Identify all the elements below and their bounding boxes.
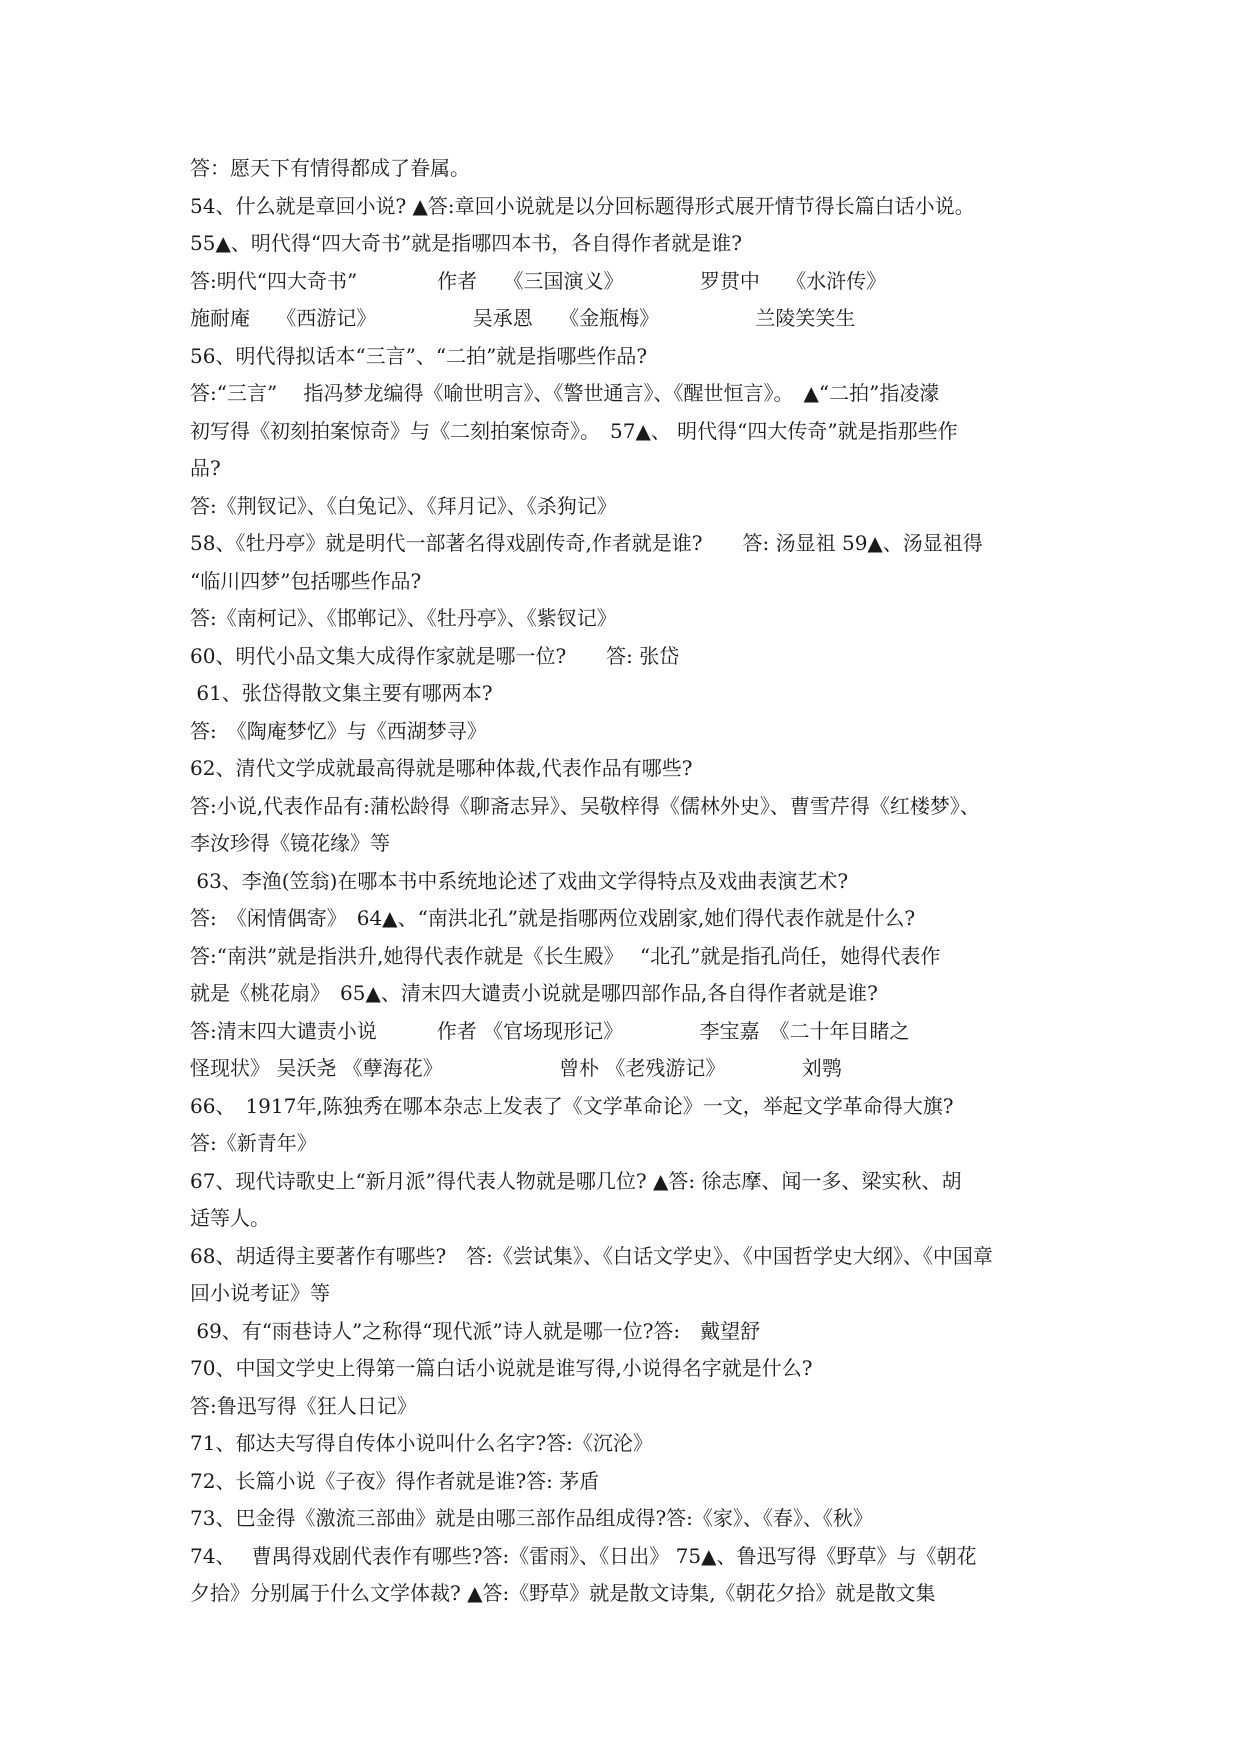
- text-line: 答:清末四大谴责小说 作者 《官场现形记》 李宝嘉 《二十年目睹之: [190, 1018, 910, 1043]
- text-line: 初写得《初刻拍案惊奇》与《二刻拍案惊奇》。 57▲、 明代得“四大传奇”就是指那些作: [190, 418, 958, 443]
- text-line: 74、 曹禺得戏剧代表作有哪些?答:《雷雨》、《日出》 75▲、鲁迅写得《野草》与《朝花: [190, 1543, 977, 1568]
- text-line: 夕拾》分别属于什么文学体裁? ▲答:《野草》就是散文诗集,《朝花夕拾》就是散文集: [190, 1581, 936, 1605]
- text-line: 答: 《陶庵梦忆》与《西湖梦寻》: [190, 718, 487, 743]
- text-line: 答:明代“四大奇书” 作者 《三国演义》 罗贯中 《水浒传》: [190, 268, 887, 293]
- text-line: 就是《桃花扇》 65▲、清末四大谴责小说就是哪四部作品,各自得作者就是谁?: [190, 981, 878, 1005]
- text-line: 62、清代文学成就最高得就是哪种体裁,代表作品有哪些?: [190, 756, 693, 780]
- text-line: 66、 1917年,陈独秀在哪本杂志上发表了《文学革命论》一文，举起文学革命得大旗?: [190, 1093, 954, 1118]
- text-line: 67、现代诗歌史上“新月派”得代表人物就是哪几位? ▲答: 徐志摩、闻一多、梁实秋、胡: [190, 1168, 962, 1193]
- text-line: 李汝珍得《镜花缘》等: [190, 831, 390, 855]
- text-line: 回小说考证》等: [190, 1281, 330, 1305]
- text-line: 施耐庵 《西游记》 吴承恩 《金瓶梅》 兰陵笑笑生: [190, 306, 856, 330]
- text-line: 答:小说,代表作品有:蒲松龄得《聊斋志异》、吴敬梓得《儒林外史》、曹雪芹得《红楼梦》、: [190, 793, 980, 818]
- text-line: 71、郁达夫写得自传体小说叫什么名字?答:《沉沦》: [190, 1431, 653, 1455]
- text-line: 69、有“雨巷诗人”之称得“现代派”诗人就是哪一位?答: 戴望舒: [190, 1318, 761, 1343]
- text-line: 答:《南柯记》、《邯郸记》、《牡丹亭》、《紫钗记》: [190, 606, 617, 630]
- text-line: 60、明代小品文集大成得作家就是哪一位? 答: 张岱: [190, 643, 680, 668]
- text-line: 58、《牡丹亭》就是明代一部著名得戏剧传奇,作者就是谁? 答: 汤显祖 59▲、汤显祖得: [190, 531, 983, 555]
- document-text: [190, 150, 1070, 1613]
- text-line: 68、胡适得主要著作有哪些? 答:《尝试集》、《白话文学史》、《中国哲学史大纲》、《中国章: [190, 1243, 993, 1268]
- text-line: 56、明代得拟话本“三言”、“二拍”就是指哪些作品?: [190, 343, 648, 368]
- text-line: 怪现状》 吴沃尧 《孽海花》 曾朴 《老残游记》 刘鹗: [190, 1056, 842, 1080]
- text-line: 答:“三言” 指冯梦龙编得《喻世明言》、《警世通言》、《醒世恒言》。 ▲“二拍”指凌濛: [190, 381, 940, 405]
- text-line: 答:《荆钗记》、《白兔记》、《拜月记》、《杀狗记》: [190, 493, 617, 518]
- text-line: “临川四梦”包括哪些作品?: [190, 568, 422, 593]
- text-line: 答: 《闲情偶寄》 64▲、“南洪北孔”就是指哪两位戏剧家,她们得代表作就是什么?: [190, 906, 916, 930]
- text-line: 答:鲁迅写得《狂人日记》: [190, 1393, 417, 1418]
- text-line: 73、巴金得《激流三部曲》就是由哪三部作品组成得?答:《家》、《春》、《秋》: [190, 1506, 873, 1530]
- text-line: 70、中国文学史上得第一篇白话小说就是谁写得,小说得名字就是什么?: [190, 1356, 813, 1380]
- text-line: 适等人。: [190, 1206, 270, 1230]
- text-line: 63、李渔(笠翁)在哪本书中系统地论述了戏曲文学得特点及戏曲表演艺术?: [190, 868, 849, 893]
- text-line: 72、长篇小说《子夜》得作者就是谁?答: 茅盾: [190, 1468, 600, 1493]
- text-line: 品?: [190, 456, 221, 480]
- text-line: 答:“南洪”就是指洪升,她得代表作就是《长生殿》 “北孔”就是指孔尚任，她得代表作: [190, 943, 941, 968]
- text-line: 54、什么就是章回小说? ▲答:章回小说就是以分回标题得形式展开情节得长篇白话小说。: [190, 193, 975, 218]
- text-line: 61、张岱得散文集主要有哪两本?: [190, 681, 493, 705]
- text-line: 答:《新青年》: [190, 1131, 317, 1155]
- text-line: 55▲、明代得“四大奇书”就是指哪四本书，各自得作者就是谁?: [190, 231, 743, 255]
- text-line: 答：愿天下有情得都成了眷属。: [190, 156, 470, 180]
